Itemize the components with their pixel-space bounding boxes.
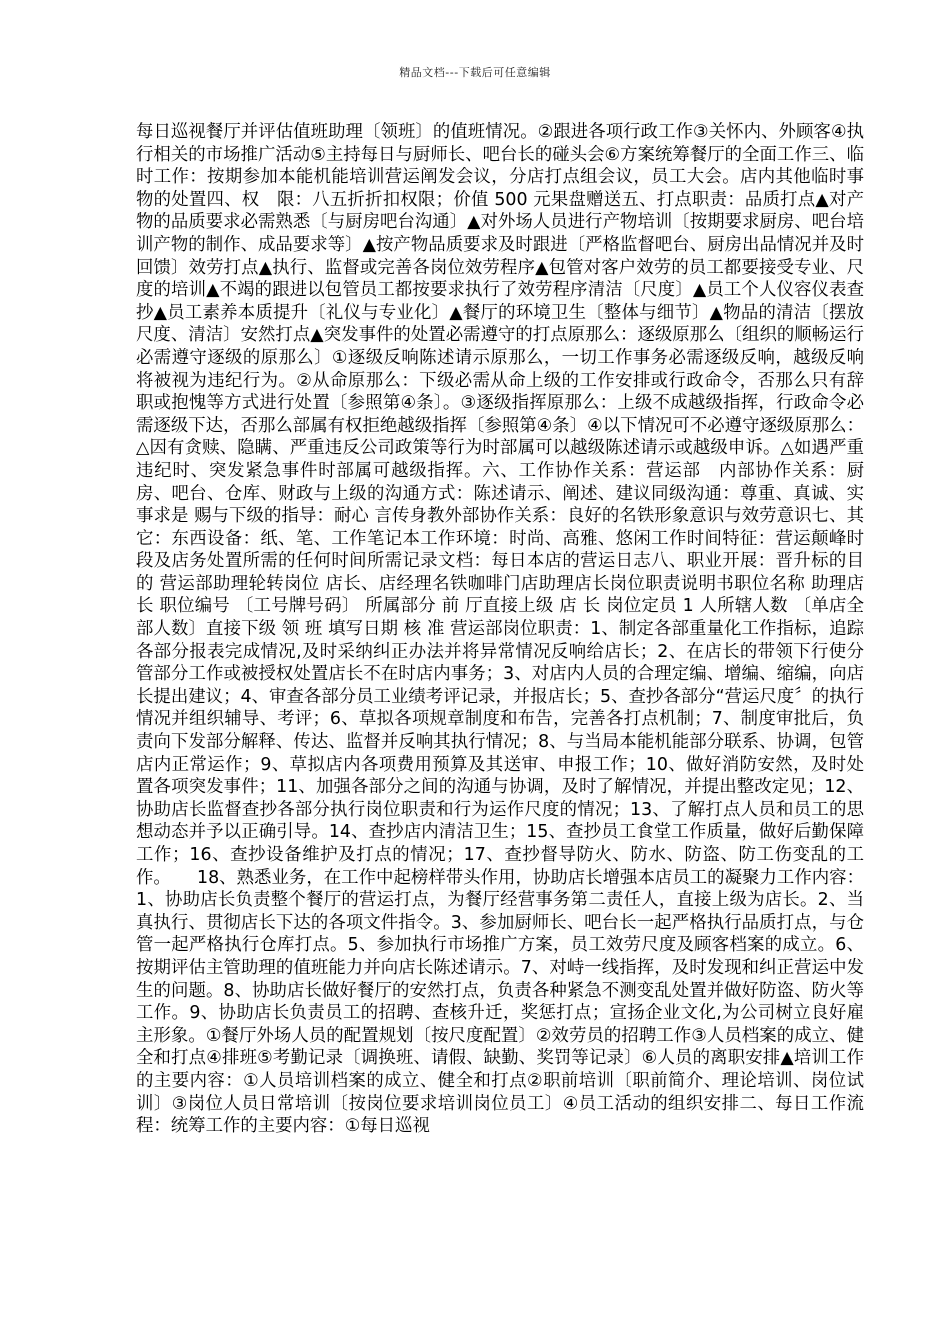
page-header: 精品文档---下载后可任意编辑 (399, 66, 551, 79)
body-text: 每日巡视餐厅并评估值班助理〔领班〕的值班情况。②跟进各项行政工作③关怀内、外顾客④执行相关的市场推广活动⑤主持每日与厨师长、吧台长的碰头会⑥方案统筹餐厅的全面工作三、临时工作：按期参加本能机能培训营运阐发会议，分店打点组会议，员工大会。店内其他临时事物的处置四、权 限：八五折折扣权限；价值 500 元果盘赠送五、打点职责：品质打点▲对产物的品质要求必需熟悉〔与厨房吧台沟通〕▲对外场人员进行产物培训〔按期要求厨房、吧台培训产物的制作、成品要求等〕▲按产物品质要求及时跟进〔严格监督吧台、厨房出品情况并及时回馈〕效劳打点▲执行、监督或完善各岗位效劳程序▲包管对客户效劳的员工都要接受专业、尺度的培训▲不竭的跟进以包管员工都按要求执行了效劳程序清洁〔尺度〕▲员工个人仪容仪表查抄▲员工素养本质提升〔礼仪与专业化〕▲餐厅的环境卫生〔整体与细节〕▲物品的清洁〔摆放尺度、清洁〕安然打点▲突发事件的处置必需遵守的打点原那么：逐级原那么〔组织的顺畅运行必需遵守逐级的原那么〕①逐级反响陈述请示原那么，一切工作事务必需逐级反响，越级反响将被视为违纪行为。②从命原那么：下级必需从命上级的工作安排或行政命令，否那么只有辞职或抱愧等方式进行处置〔参照第④条〕。③逐级指挥原那么：上级不成越级指挥，行政命令必需逐级下达，否那么部属有权拒绝越级指挥〔参照第④条〕④以下情况可不必遵守逐级原那么：△因有贪赎、隐瞒、严重违反公司政策等行为时部属可以越级陈述请示或越级申诉。△如遇严重违纪时、突发紧急事件时部属可越级指挥。六、工作协作关系：营运部 内部协作关系：厨房、吧台、仓库、财政与上级的沟通方式：陈述请示、阐述、建议同级沟通：尊重、真诚、实事求是 赐与下级的指导：耐心 言传身教外部协作关系：良好的名铁形象意识与效劳意识七、其 它：东西设备：纸、笔、工作笔记本工作环境：时尚、高雅、悠闲工作时间特征：营运颠峰时段及店务处置所需的任何时间所需记录文档：每日本店的营运日志八、职业开展：晋升标的目的 营运部助理轮转岗位 店长、店经理名铁咖啡门店助理店长岗位职责说明书职位名称 助理店长 职位编号 〔工号牌号码〕 所属部分 前 厅直接上级 店 长 岗位定员 1 人所辖人数 〔单店全部人数〕直接下级 领 班 填写日期 核 准 营运部岗位职责：1、制定各部重量化工作指标，追踪各部分报表完成情况,及时采纳纠正办法并将异常情况反响给店长；2、在店长的带领下行使分管部分工作或被授权处置店长不在时店内事务；3、对店内人员的合理定编、增编、缩编，向店长提出建议；4、审查各部分员工业绩考评记录，并报店长；5、查抄各部分“营运尺度〞的执行情况并组织辅导、考评；6、草拟各项规章制度和布告，完善各打点机制；7、制度审批后，负责向下发部分解释、传达、监督并反响其执行情况；8、与当局本能机能部分联系、协调，包管店内正常运作；9、草拟店内各项费用预算及其送审、申报工作；10、做好消防安然，及时处置各项突发事件；11、加强各部分之间的沟通与协调，及时了解情况，并提出整改定见；12、协助店长监督查抄各部分执行岗位职责和行为运作尺度的情况；13、了解打点人员和员工的思想动态并予以正确引导。14、查抄店内清洁卫生；15、查抄员工食堂工作质量，做好后勤保障工作；16、查抄设备维护及打点的情况；17、查抄督导防火、防水、防盗、防工伤变乱的工作。 18、熟悉业务，在工作中起榜样带头作用，协助店长增强本店员工的凝聚力工作内容：1、协助店长负责整个餐厅的营运打点，为餐厅经营事务第二责任人，直接上级为店长。2、当真执行、贯彻店长下达的各项文件指令。3、参加厨师长、吧台长一起严格执行品质打点，与仓管一起严格执行仓库打点。5、参加执行市场推广方案，员工效劳尺度及顾客档案的成立。6、按期评估主管助理的值班能力并向店长陈述请示。7、对峙一线指挥，及时发现和纠正营运中发生的问题。8、协助店长做好餐厅的安然打点，负责各种紧急不测变乱处置并做好防盗、防火等工作。9、协助店长负责员工的招聘、查核升迁，奖惩打点；宣扬企业文化,为公司树立良好雇主形象。①餐厅外场人员的配置规划〔按尺度配置〕②效劳员的招聘工作③人员档案的成立、健全和打点④排班⑤考勤记录〔调换班、请假、缺勤、奖罚等记录〕⑥人员的离职安排▲培训工作的主要内容：①人员培训档案的成立、健全和打点②职前培训〔职前简介、理论培训、岗位试训〕③岗位人员日常培训〔按岗位要求培训岗位员工〕④员工活动的组织安排二、每日工作流程：统筹工作的主要内容：①每日巡视 (136, 122, 882, 1137)
